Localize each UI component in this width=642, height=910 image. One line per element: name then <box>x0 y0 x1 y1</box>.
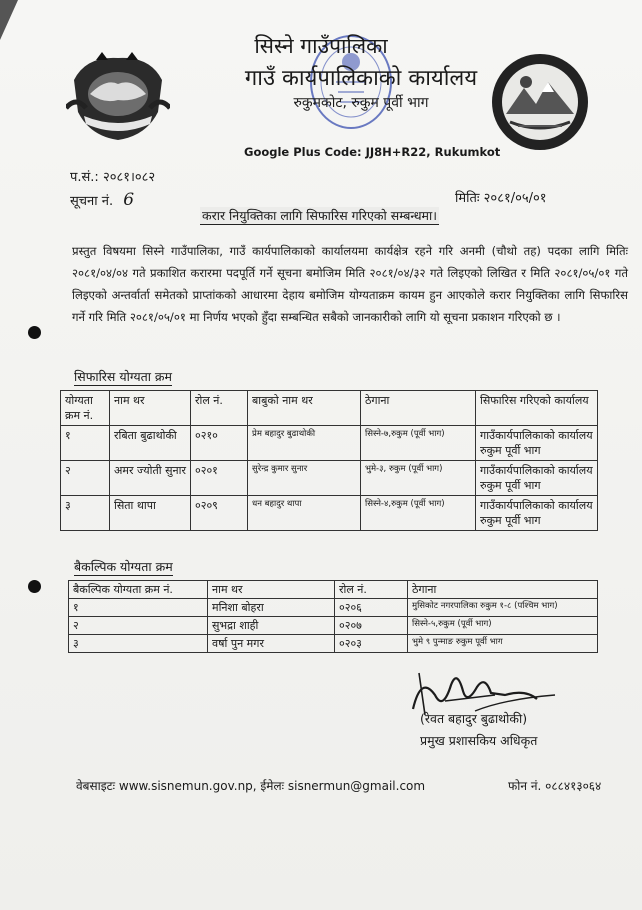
footer-phone: फोन नं. ०८८४१३०६४ <box>508 779 602 793</box>
office-cell: गाउँकार्यपालिकाको कार्यालय रुकुम पूर्वी भाग <box>476 426 598 461</box>
column-header: रोल नं. <box>335 581 408 599</box>
footer-contact: वेबसाइटः www.sisnemun.gov.np, ईमेलः sisnermun@gmail.com <box>76 779 426 793</box>
roll-cell: ०२०३ <box>335 635 408 653</box>
rank-cell: २ <box>61 461 110 496</box>
notice-number: 6 <box>123 190 135 210</box>
column-header: नाम थर <box>110 391 191 426</box>
column-header: योग्यता क्रम नं. <box>61 391 110 426</box>
recommended-table <box>60 390 598 531</box>
rank-cell: २ <box>69 617 208 635</box>
rank-cell: ३ <box>61 496 110 531</box>
alternate-table <box>68 580 598 653</box>
rank-cell: १ <box>61 426 110 461</box>
office-cell: गाउँकार्यपालिकाको कार्यालय रुकुम पूर्वी भाग <box>476 496 598 531</box>
table-row <box>69 617 598 635</box>
roll-cell: ०२०७ <box>335 617 408 635</box>
name-cell: सुभद्रा शाही <box>208 617 335 635</box>
column-header: बैकल्पिक योग्यता क्रम नं. <box>69 581 208 599</box>
column-header: नाम थर <box>208 581 335 599</box>
letter-number: प.सं.: २०८१।०८२ <box>70 170 156 185</box>
recommended-list-title: सिफारिस योग्यता क्रम <box>74 369 172 384</box>
table-row <box>61 461 598 496</box>
notice-number-line <box>70 190 134 210</box>
table-row <box>69 599 598 617</box>
name-cell: सिता थापा <box>110 496 191 531</box>
roll-cell: ०२१० <box>191 426 248 461</box>
letter-date: मितिः २०८१/०५/०१ <box>455 191 547 206</box>
father-name-cell: धन बहादुर थापा <box>248 496 361 531</box>
address-cell: सिस्ने-७,रुकुम (पूर्वी भाग) <box>361 426 476 461</box>
address-cell: भुमे ९ पुन्माङ रुकुम पूर्वी भाग <box>408 635 598 653</box>
roll-cell: ०२०६ <box>335 599 408 617</box>
plus-code: Google Plus Code: JJ8H+R22, Rukumkot <box>244 145 501 159</box>
column-header: ठेगाना <box>361 391 476 426</box>
table-row <box>61 426 598 461</box>
column-header: ठेगाना <box>408 581 598 599</box>
notice-label: सूचना नं. <box>70 194 114 209</box>
roll-cell: ०२०१ <box>191 461 248 496</box>
punch-hole <box>28 326 41 339</box>
column-header: बाबुको नाम थर <box>248 391 361 426</box>
name-cell: मनिशा बोहरा <box>208 599 335 617</box>
rank-cell: ३ <box>69 635 208 653</box>
column-header: रोल नं. <box>191 391 248 426</box>
table-row <box>69 635 598 653</box>
rank-cell: १ <box>69 599 208 617</box>
municipality-name: सिस्ने गाउँपालिका <box>254 34 388 58</box>
table-header-row <box>69 581 598 599</box>
name-cell: रबिता बुढाथोकी <box>110 426 191 461</box>
roll-cell: ०२०९ <box>191 496 248 531</box>
father-name-cell: प्रेम बहादुर बुढाथोकी <box>248 426 361 461</box>
office-name: गाउँ कार्यपालिकाको कार्यालय <box>244 66 478 91</box>
alternate-list-title: बैकल्पिक योग्यता क्रम <box>74 559 173 574</box>
address-cell: मुसिकोट नगरपालिका रुकुम १-८ (पश्चिम भाग) <box>408 599 598 617</box>
name-cell: अमर ज्योती सुनार <box>110 461 191 496</box>
table-row <box>61 496 598 531</box>
father-name-cell: सुरेन्द्र कुमार सुनार <box>248 461 361 496</box>
address-cell: सिस्ने-४,रुकुम (पूर्वी भाग) <box>361 496 476 531</box>
office-location: रुकुमकोट, रुकुम पूर्वी भाग <box>293 95 429 111</box>
signatory-name: (रेवत बहादुर बुढाथोकी) <box>420 711 528 726</box>
office-cell: गाउँकार्यपालिकाको कार्यालय रुकुम पूर्वी भाग <box>476 461 598 496</box>
name-cell: वर्षा पुन मगर <box>208 635 335 653</box>
signatory-post: प्रमुख प्रशासकिय अधिकृत <box>420 733 538 748</box>
table-header-row <box>61 391 598 426</box>
address-cell: भुमे-३, रुकुम (पूर्वी भाग) <box>361 461 476 496</box>
column-header: सिफारिस गरिएको कार्यालय <box>476 391 598 426</box>
address-cell: सिस्ने-५,रुकुम (पूर्वी भाग) <box>408 617 598 635</box>
punch-hole <box>28 580 41 593</box>
body-paragraph: प्रस्तुत विषयमा सिस्ने गाउँपालिका, गाउँ कार्यपालिकाको कार्यालयमा कार्यक्षेत्र रहने गरि अनमी (चौथो तह) पदका लागि मितिः २०८१/०४/०४ गते प्रकाशित करारमा पदपूर्ति गर्ने सूचना बमोजिम मिति २०८१/०४/३२ गते लिइएको लिखित र मिति २०८१/०५/०१ गते लिइएको अन्तर्वार्ता समेतको प्राप्तांकको आधारमा देहाय बमोजिम योग्यताक्रम कायम हुन आएकोले करार नियुक्तिका लागि सिफारिस गर्ने गरि मिति २०८१/०५/०१ मा निर्णय भएको हुँदा सम्बन्धित सबैको जानकारीको लागि यो सूचना प्रकाशन गरिएको छ । <box>72 244 628 324</box>
letter-subject: करार नियुक्तिका लागि सिफारिस गरिएको सम्बन्धमा। <box>202 208 437 223</box>
